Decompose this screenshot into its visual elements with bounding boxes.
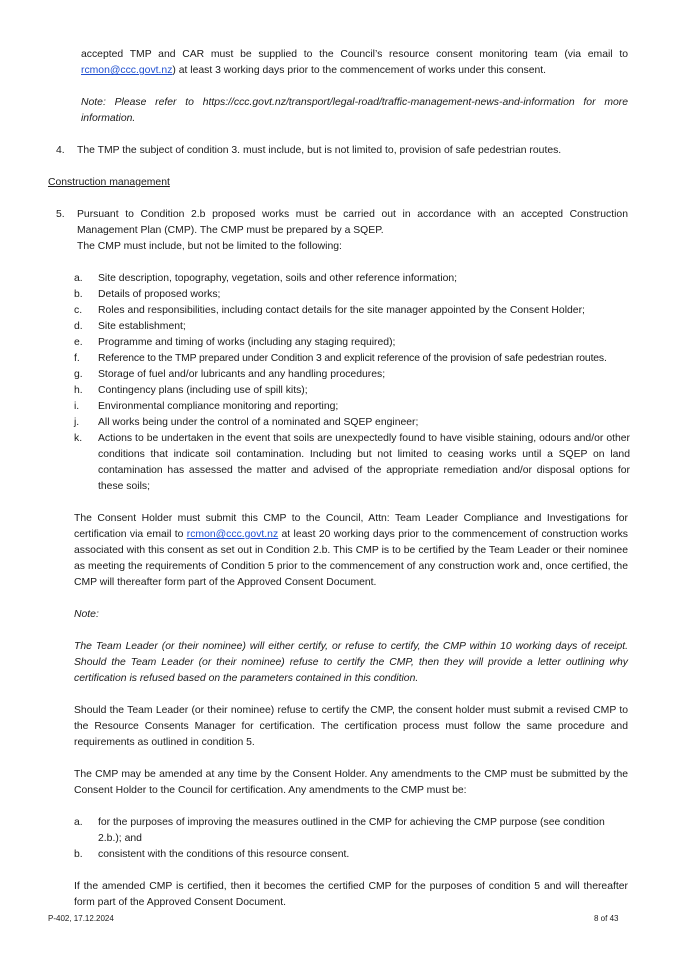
list-text: Storage of fuel and/or lubricants and any handling procedures; [98,369,386,380]
list-text: for the purposes of improving the measures outlined in the CMP for achieving the CMP purpose (see condition 2.b.); and [98,817,605,844]
list-label: b. [74,289,83,300]
list-text: Actions to be undertaken in the event that soils are unexpectedly found to have visible staining, odours and/or other conditions that indicate soil contamination. Including but not limited to ceasing works until a SQEP on land contamination has assessed the matter and advised of the appropriate remediation and/or disposal options for these soils; [98,433,630,492]
section-heading: Construction management [48,177,170,188]
list-label: k. [74,433,83,444]
list-label: i. [74,401,80,412]
list-text: Environmental compliance monitoring and reporting; [98,401,339,412]
note-url: Note: Please refer to https://ccc.govt.nz/transport/legal-road/traffic-management-news-and-information for more information. [81,97,628,124]
paragraph-refuse: Should the Team Leader (or their nominee) refuse to certify the CMP, the consent holder must submit a revised CMP to the Resource Consents Manager for certification. The certification process must follow the same procedure and requirements as outlined in condition 5. [74,705,628,748]
list-label: a. [74,817,83,828]
list-text: All works being under the control of a nominated and SQEP engineer; [98,417,419,428]
list-text: Programme and timing of works (including any staging required); [98,337,396,348]
footer-doc-ref: P-402, 17.12.2024 [48,914,114,923]
list-text: Roles and responsibilities, including contact details for the site manager appointed by the Consent Holder; [98,305,585,316]
condition-number: 5. [56,209,65,220]
footer-page-number: 8 of 43 [594,914,619,923]
condition-number: 4. [56,145,65,156]
paragraph-certified: If the amended CMP is certified, then it becomes the certified CMP for the purposes of condition 5 and will thereafter form part of the Approved Consent Document. [74,881,628,908]
condition-text: Pursuant to Condition 2.b proposed works must be carried out in accordance with an accepted Construction Management Plan (CMP). The CMP must be prepared by a SQEP. [77,209,628,236]
paragraph-text: accepted TMP and CAR must be supplied to the Council’s resource consent monitoring team (via email to [81,49,628,60]
list-label: d. [74,321,83,332]
paragraph-text: The Consent Holder must submit this CMP to the Council, Attn: Team Leader Compliance and Investigations for certification via email to [74,513,628,540]
list-label: a. [74,273,83,284]
condition-text: The CMP must include, but not be limited to the following: [77,241,342,252]
paragraph-submit [74,511,628,591]
list-label: j. [74,417,80,428]
list-text: consistent with the conditions of this resource consent. [98,849,350,860]
list-text: Site description, topography, vegetation, soils and other reference information; [98,273,458,284]
list-label: h. [74,385,83,396]
list-text: Reference to the TMP prepared under Condition 3 and explicit reference of the provision of safe pedestrian routes. [98,353,607,364]
email-link[interactable]: rcmon@ccc.govt.nz [81,65,173,76]
list-label: b. [74,849,83,860]
list-label: g. [74,369,83,380]
cmp-list [74,271,630,495]
email-link[interactable]: rcmon@ccc.govt.nz [186,529,279,540]
list-text: Details of proposed works; [98,289,221,300]
condition-text: The TMP the subject of condition 3. must include, but is not limited to, provision of safe pedestrian routes. [77,145,562,156]
note-text: The Team Leader (or their nominee) will either certify, or refuse to certify, the CMP within 10 working days of receipt. Should the Team Leader (or their nominee) refuse to certify the CMP, then they will provide a letter outlining why certification is refused based on the parameters contained in this condition. [74,641,628,684]
list-text: Contingency plans (including use of spill kits); [98,385,308,396]
list-label: e. [74,337,83,348]
list-label: f. [74,353,80,364]
paragraph-text: at least 20 working days prior to the commencement of construction works associated with this consent as set out in Condition 2.b. This CMP is to be certified by the Team Leader or their nominee as meeting the requirements of Condition 5 prior to the commencement of any construction work and, once certified, the CMP will thereafter form part of the Approved Consent Document. [74,529,628,588]
list-text: Site establishment; [98,321,186,332]
paragraph-amend: The CMP may be amended at any time by the Consent Holder. Any amendments to the CMP must be submitted by the Consent Holder to the Council for certification. Any amendments to the CMP must be: [74,769,628,796]
paragraph-tmp-car [81,47,628,79]
list-label: c. [74,305,83,316]
amend-list [74,815,630,863]
paragraph-text: ) at least 3 working days prior to the commencement of works under this consent. [172,65,547,76]
note-label: Note: [74,609,99,620]
